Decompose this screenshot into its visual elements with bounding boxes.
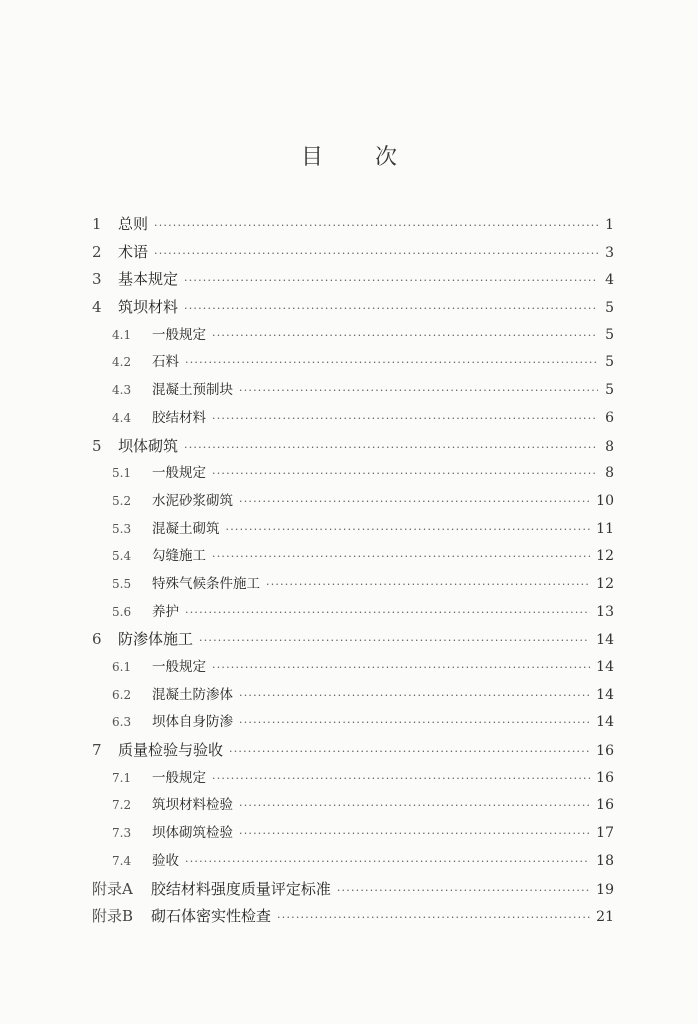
toc-entry-title: 混凝土砌筑 (152, 520, 220, 537)
toc-entry[interactable] (92, 294, 614, 322)
title-char-1: 目 (300, 145, 323, 170)
toc-entry-page: 5 (605, 354, 614, 371)
toc-entry-number: 附录B (92, 907, 134, 926)
toc-leader-dots (212, 765, 590, 793)
toc-leader-dots (185, 848, 590, 876)
toc-entry-number: 7.1 (112, 770, 132, 785)
toc-entry-title: 胶结材料强度质量评定标准 (150, 879, 331, 898)
toc-entry[interactable] (92, 405, 614, 433)
toc-leader-dots (239, 709, 590, 737)
toc-entry-title: 筑坝材料 (118, 298, 179, 317)
toc-leader-dots (277, 904, 590, 932)
toc-entry-title: 总则 (118, 215, 149, 233)
toc-entry-page: 14 (596, 686, 614, 703)
toc-entry-page: 16 (596, 797, 614, 814)
toc-entry-title: 一般规定 (152, 769, 206, 786)
toc-entry-title: 石料 (152, 354, 179, 371)
toc-entry-title: 筑坝材料检验 (152, 797, 233, 814)
toc-entry-number: 7.3 (112, 826, 132, 841)
toc-leader-dots (185, 349, 598, 377)
toc-entry[interactable] (92, 211, 614, 239)
toc-entry-page: 19 (596, 881, 614, 898)
toc-entry-title: 特殊气候条件施工 (152, 575, 260, 592)
toc-entry-number: 7 (92, 741, 102, 760)
toc-entry-title: 术语 (118, 242, 149, 261)
toc-entry[interactable] (92, 460, 614, 488)
toc-entry-number: 6.2 (112, 687, 132, 702)
toc-leader-dots (212, 654, 590, 682)
toc-entry-page: 12 (596, 575, 614, 592)
toc-entry-title: 验收 (152, 852, 179, 869)
toc-entry-page: 14 (596, 632, 614, 649)
toc-entry-page: 13 (596, 603, 614, 620)
toc-entry-page: 14 (596, 659, 614, 675)
toc-entry-number: 7.4 (112, 853, 132, 868)
toc-leader-dots (184, 295, 598, 323)
toc-entry-page: 3 (605, 244, 614, 261)
toc-entry-title: 坝体自身防渗 (152, 714, 233, 731)
toc-leader-dots (239, 377, 598, 405)
toc-entry[interactable] (92, 848, 614, 876)
toc-entry[interactable] (92, 599, 614, 627)
toc-entry-title: 一般规定 (152, 659, 206, 675)
title-char-2: 次 (375, 145, 398, 170)
toc-entry-number: 3 (92, 270, 102, 289)
toc-leader-dots (212, 460, 598, 488)
toc-entry-number: 5.2 (112, 493, 132, 508)
toc-entry-page: 4 (605, 272, 614, 289)
table-of-contents (92, 211, 614, 931)
toc-entry-page: 16 (596, 743, 614, 760)
toc-entry[interactable] (92, 876, 614, 904)
toc-entry-title: 坝体砌筑检验 (152, 825, 233, 842)
toc-entry[interactable] (92, 377, 614, 405)
toc-leader-dots (199, 627, 590, 655)
toc-entry-number: 4.2 (112, 355, 132, 370)
toc-entry[interactable] (92, 626, 614, 654)
toc-entry-page: 1 (605, 217, 614, 233)
toc-entry[interactable] (92, 239, 614, 267)
toc-entry-page: 10 (596, 492, 614, 509)
toc-leader-dots (239, 682, 590, 710)
toc-leader-dots (184, 434, 598, 462)
toc-entry-title: 防渗体施工 (118, 630, 194, 649)
toc-entry[interactable] (92, 820, 614, 848)
toc-entry-number: 6.1 (112, 660, 132, 674)
toc-leader-dots (212, 322, 598, 350)
toc-leader-dots (154, 212, 598, 240)
toc-leader-dots (185, 599, 590, 627)
toc-entry-title: 养护 (152, 603, 179, 620)
toc-leader-dots (229, 738, 590, 766)
toc-entry-number: 附录A (92, 879, 133, 898)
toc-entry-page: 17 (596, 825, 614, 842)
toc-entry-title: 质量检验与验收 (118, 741, 224, 760)
toc-entry-number: 7.2 (112, 798, 132, 813)
toc-entry-page: 6 (605, 409, 614, 426)
toc-leader-dots (239, 488, 590, 516)
toc-leader-dots (212, 405, 598, 433)
toc-entry[interactable] (92, 571, 614, 599)
toc-leader-dots (226, 516, 591, 544)
toc-entry-number: 4.3 (112, 383, 132, 398)
toc-entry-title: 坝体砌筑 (118, 436, 179, 455)
toc-entry[interactable] (92, 765, 614, 793)
toc-entry-number: 5.1 (112, 466, 132, 481)
toc-entry[interactable] (92, 682, 614, 710)
toc-entry-title: 水泥砂浆砌筑 (152, 492, 233, 509)
toc-entry[interactable] (92, 737, 614, 765)
toc-entry-number: 6 (92, 630, 102, 649)
toc-entry-title: 混凝土防渗体 (152, 686, 233, 703)
toc-entry[interactable] (92, 349, 614, 377)
toc-entry[interactable] (92, 266, 614, 294)
toc-leader-dots (239, 792, 590, 820)
toc-entry[interactable] (92, 516, 614, 544)
toc-entry-title: 混凝土预制块 (152, 382, 233, 399)
toc-entry-title: 一般规定 (152, 465, 206, 482)
toc-entry-number: 5.4 (112, 549, 132, 564)
toc-entry-page: 16 (596, 769, 614, 786)
toc-entry-number: 5 (92, 436, 102, 455)
toc-leader-dots (154, 240, 598, 268)
toc-entry-page: 5 (605, 326, 614, 343)
toc-entry-title: 勾缝施工 (152, 548, 206, 565)
toc-entry-number: 1 (92, 215, 102, 233)
toc-entry-number: 5.3 (112, 521, 132, 536)
toc-leader-dots (337, 877, 590, 905)
toc-entry-page: 8 (605, 465, 614, 482)
toc-entry-number: 4.1 (112, 327, 132, 342)
toc-entry-title: 一般规定 (152, 326, 206, 343)
toc-entry[interactable] (92, 709, 614, 737)
toc-leader-dots (266, 571, 590, 599)
toc-entry[interactable] (92, 433, 614, 461)
toc-entry[interactable] (92, 322, 614, 350)
toc-entry-page: 5 (605, 382, 614, 399)
toc-entry-number: 4 (92, 298, 102, 317)
toc-entry-number: 4.4 (112, 410, 132, 425)
toc-entry[interactable] (92, 488, 614, 516)
toc-entry-number: 6.3 (112, 715, 132, 730)
toc-entry-page: 5 (605, 300, 614, 317)
toc-leader-dots (239, 820, 590, 848)
toc-entry[interactable] (92, 543, 614, 571)
toc-entry-page: 11 (596, 520, 614, 537)
page-title (0, 140, 698, 171)
toc-entry-title: 胶结材料 (152, 409, 206, 426)
toc-leader-dots (212, 543, 590, 571)
toc-entry-page: 14 (596, 714, 614, 731)
toc-entry-title: 基本规定 (118, 270, 179, 289)
toc-entry-page: 12 (596, 548, 614, 565)
toc-leader-dots (184, 267, 598, 295)
toc-entry-number: 5.6 (112, 604, 132, 619)
toc-entry-number: 5.5 (112, 576, 132, 591)
toc-entry-page: 8 (605, 438, 614, 455)
toc-entry[interactable] (92, 792, 614, 820)
toc-entry[interactable] (92, 903, 614, 931)
toc-entry-number: 2 (92, 242, 102, 261)
toc-entry-title: 砌石体密实性检查 (151, 907, 272, 926)
toc-entry[interactable] (92, 654, 614, 682)
toc-entry-page: 18 (596, 852, 614, 869)
toc-entry-page: 21 (596, 909, 614, 926)
